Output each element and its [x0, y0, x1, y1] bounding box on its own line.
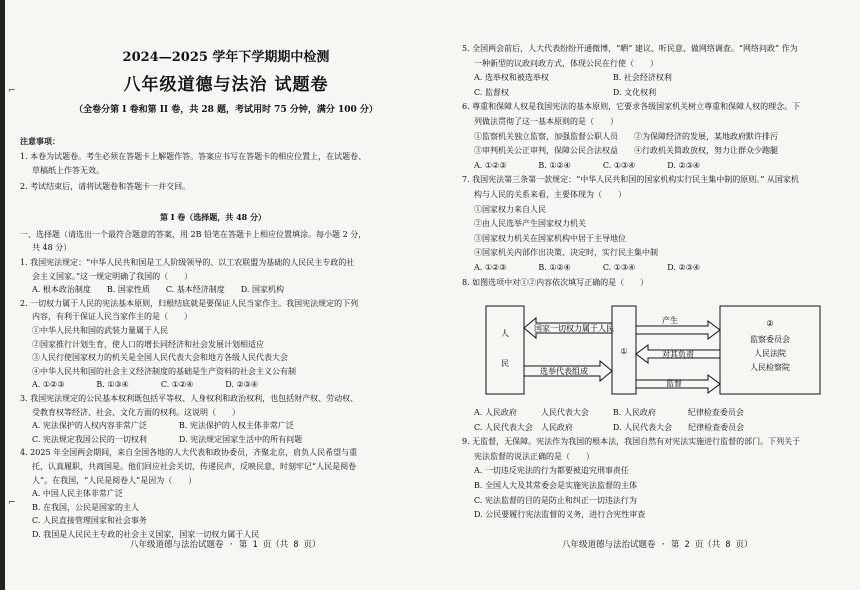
question-line: 5. 全国两会前后，人大代表纷纷开通微博，“晒” 建议、听民意、做网络调查。“网络问政” 作为	[462, 44, 798, 53]
diagram-svg	[484, 304, 824, 396]
exam-term: 2024—2025 学年下学期期中检测	[122, 50, 330, 65]
question-line: ①监察机关独立监察，加强监督公职人员 ②为保障经济的发展，某地政府默许排污	[474, 131, 778, 141]
right-box-line: 人民法院	[754, 349, 786, 358]
question-line: 列做法贯彻了这一基本原则的是（ ）	[474, 117, 618, 126]
question-line: 托，认真履职，共商国是。他们回应社会关切，传递民声，反映民意，时刻牢记“人民是阅卷	[32, 462, 357, 471]
margin-mark: ⌐	[8, 86, 16, 96]
question-line: A. ①②③ B. ①②④ C. ①③④ D. ②③④	[474, 263, 701, 272]
arrow-produce	[636, 321, 720, 339]
question-line: 宪法监督的说法正确的是（ ）	[474, 451, 594, 461]
section-intro: 共 48 分）	[32, 243, 72, 252]
note-line: 2. 考试结束后，请将试题卷和答题卡一并交回。	[20, 182, 191, 191]
question-line: C. 监督权 D. 文化权利	[474, 87, 657, 97]
question-line: ③人民行使国家权力的机关是全国人民代表大会和地方各级人民代表大会	[32, 353, 288, 363]
question-line: 1. 我国宪法规定：“中华人民共和国是工人阶级领导的、以工农联盟为基础的人民民主专政的社	[20, 258, 355, 267]
left-page	[20, 0, 432, 590]
exam-info: （全卷分第 I 卷和第 II 卷，共 28 题，考试用时 75 分钟，满分 100 分）	[74, 105, 378, 115]
question-line: B. 在我国，公民是国家的主人	[32, 502, 139, 512]
note-line: 1. 本卷为试题卷。考生必须在答题卡上解题作答。答案应书写在答题卡的相应位置上，在试题卷、	[20, 152, 367, 161]
note-line: 草稿纸上作答无效。	[32, 166, 104, 175]
question-line: ①国家权力来自人民	[474, 204, 546, 214]
exam-title: 八年级道德与法治 试题卷	[123, 75, 329, 95]
question-line: ②国家推行计划生育，使人口的增长同经济和社会发展计划相适应	[32, 339, 264, 349]
question-line: ④中华人民共和国的社会主义经济制度的基础是生产资料的社会主义公有制	[32, 366, 296, 376]
section-title: 第 I 卷（选择题，共 48 分）	[160, 212, 267, 222]
question-line: 受教育权等经济、社会、文化方面的权利。这说明（ ）	[32, 407, 240, 417]
question-line: ①中华人民共和国的武装力量属于人民	[32, 326, 168, 335]
question-line: A. ①②③ B. ①②④ C. ①③④ D. ②③④	[474, 160, 701, 170]
question-line: C. 宪法规定我国公民的一切权利 D. 宪法规定国家生活中的所有问题	[32, 434, 303, 444]
people-label: 人	[501, 329, 509, 338]
question-line: ③国家权力机关在国家机构中居于主导地位	[474, 233, 626, 243]
question-line: ③审判机关公正审判，保障公民合法权益 ④行政机关简政放权，努力让群众少跑腿	[474, 146, 778, 156]
question-line: D. 公民要履行宪法监督的义务，进行合宪性审查	[474, 510, 646, 520]
notes-heading: 注意事项：	[20, 136, 60, 146]
question-line: 8. 如图选项中对①②内容依次填写正确的是（ ）	[462, 277, 649, 287]
question-line: 一种新型的议政问政方式，体现公民在行使（ ）	[474, 58, 658, 68]
arrow-produce-label: 产生	[662, 316, 678, 325]
scan-edge	[0, 0, 5, 590]
question-line: 构与人民的关系来看，主要体现为（ ）	[474, 190, 626, 199]
margin-mark: ⌐	[8, 498, 16, 508]
section-intro: 一、选择题（请选出一个最符合题意的答案，用 2B 铅笔在答题卡上相应位置填涂。每小题 2 分，	[20, 230, 367, 239]
arrow-power-label: 国家一切权力属于人民	[534, 324, 614, 333]
arrow-supervise-label: 监督	[666, 379, 682, 388]
state-structure-diagram	[484, 304, 824, 396]
question-line: 2. 一切权力属于人民的宪法基本原则，归根结底就是要保证人民当家作主。我国宪法规定的下列	[20, 298, 359, 308]
question-line: 9. 无监督，无保障。宪法作为我国的根本法，我国自然有对宪法实施进行监督的部门。下列关于	[462, 437, 801, 447]
question-line: C. 人民代表大会 人民政府 D. 人民代表大会 纪律检查委员会	[474, 422, 745, 432]
center-label: ①	[620, 347, 628, 356]
arrow-responsible-label: 对其负责	[662, 350, 694, 359]
right-box-num: ②	[766, 319, 774, 328]
question-line: A. 人民政府 人民代表大会 B. 人民政府 纪律检查委员会	[474, 408, 744, 417]
question-line: 人”。在我国，“人民是阅卷人”是因为（ ）	[32, 475, 197, 485]
question-line: 3. 我国宪法规定的公民基本权利既包括平等权、人身权利和政治权利，也包括财产权、劳动权、	[20, 394, 359, 403]
question-line: C. 宪法监督的目的是防止和纠正一切违法行为	[474, 495, 637, 505]
question-line: ②由人民选举产生国家权力机关	[474, 219, 586, 229]
question-line: B. 全国人大及其常委会是实施宪法监督的主体	[474, 481, 637, 490]
right-box-line: 人民检察院	[750, 363, 790, 372]
question-line: ④国家机关内部作出决策、决定时，实行民主集中制	[474, 248, 658, 258]
footer-left: 八年级道德与法治试题卷 · 第 1 页（共 8 页）	[130, 540, 321, 550]
question-line: 7. 我国宪法第三条第一款规定：“中华人民共和国的国家机构实行民主集中制的原则。” 从国家机	[462, 175, 799, 185]
footer-right: 八年级道德与法治试题卷 · 第 2 页（共 8 页）	[562, 540, 753, 550]
question-line: C. 人民直接管理国家和社会事务	[32, 516, 147, 526]
right-page	[462, 0, 850, 590]
question-line: A. 中国人民主体非常广泛	[32, 489, 123, 499]
question-line: A. ①②③ B. ①③④ C. ①②④ D. ②③④	[32, 380, 259, 390]
people-label: 民	[501, 359, 509, 368]
question-line: 6. 尊重和保障人权是我国宪法的基本原则，它要求各级国家机关树立尊重和保障人权的理念。下	[462, 102, 801, 112]
question-line: 4. 2025 年全国两会期间，来自全国各地的人大代表和政协委员，齐聚北京，肩负人民希望与重	[20, 448, 358, 458]
people-box	[486, 306, 524, 394]
question-line: 内容，有利于保证人民当家作主的是（ ）	[32, 312, 192, 322]
question-line: A. 选举权和被选举权 B. 社会经济权利	[474, 73, 672, 83]
question-line: 会主义国家。”这一规定明确了我国的（ ）	[32, 271, 193, 281]
question-line: A. 宪法保护的人权内容非常广泛 B. 宪法保护的人权主体非常广泛	[32, 421, 294, 431]
question-line: D. 我国是人民民主专政的社会主义国家，国家一切权力属于人民	[32, 530, 260, 539]
question-line: A. 根本政治制度 B. 国家性质 C. 基本经济制度 D. 国家机构	[32, 285, 284, 295]
right-box-line: 监察委员会	[750, 335, 790, 344]
question-line: A. 一切违反宪法的行为都要被追究刑事责任	[474, 466, 629, 476]
arrow-elect-label: 选举代表组成	[540, 367, 588, 376]
